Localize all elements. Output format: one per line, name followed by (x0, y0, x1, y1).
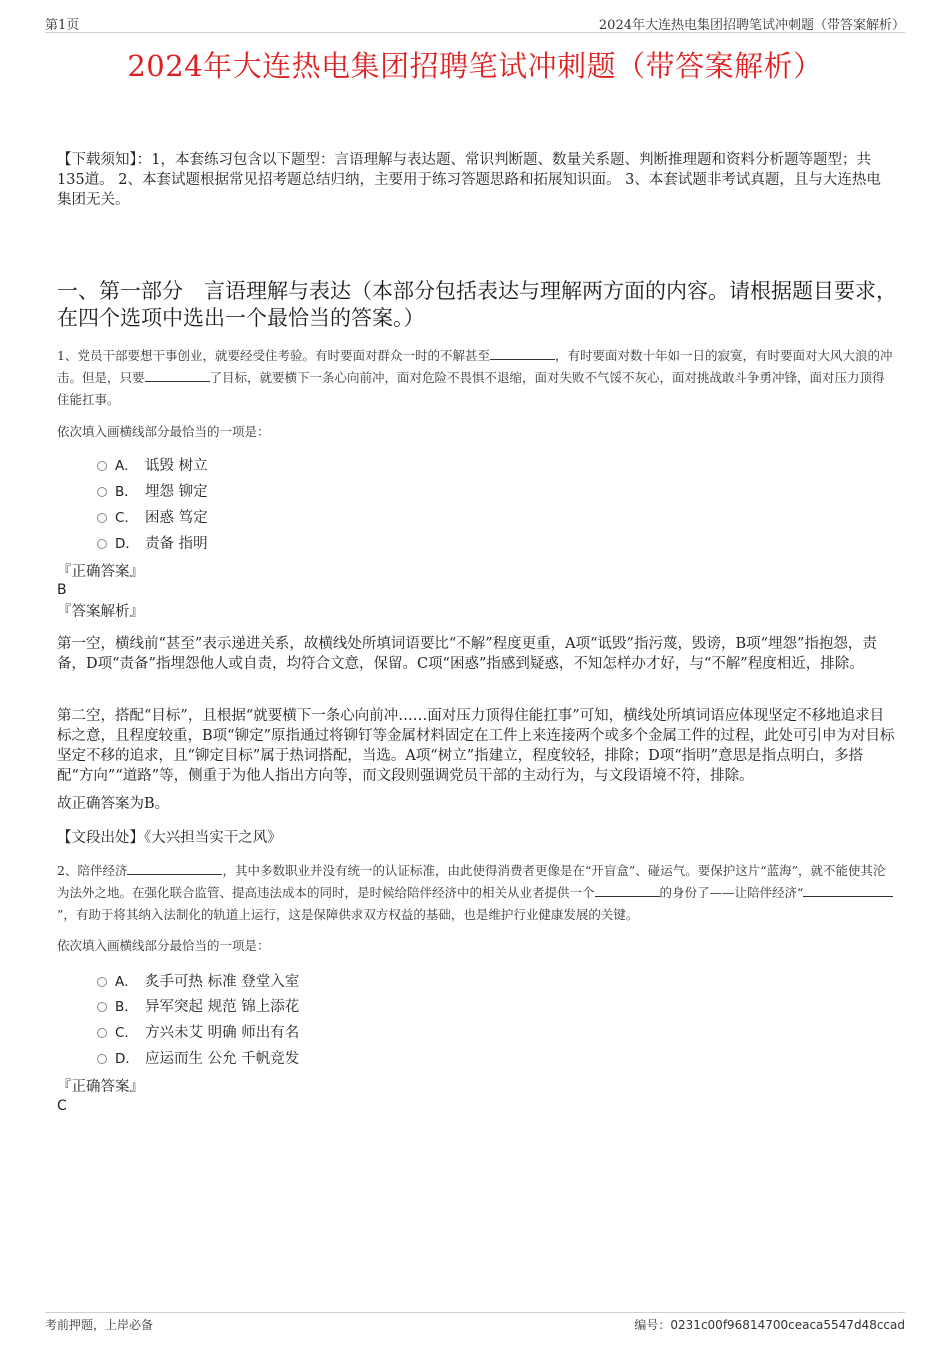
radio-icon[interactable] (97, 1028, 107, 1038)
blank-line (595, 882, 660, 897)
question-1-option-a[interactable]: A． 诋毁 树立 (97, 456, 208, 476)
question-2-stem: 2、陪伴经济 ，其中多数职业并没有统一的认证标准，由此使得消费者更像是在“开盲盒”、碰运气。要保护这片“蓝海”，就不能使其沦为法外之地。在强化联合监管、提高违法成本的同时，是时候给陪伴经济中的相关从业者提供一个 的身份了——让陪伴经济“”，有助于将其纳入法制化的轨道上运行，这是保障供求双方权益的基础，也是维护行业健康发展的关键。 (57, 860, 895, 926)
blank-line (803, 882, 893, 897)
page-header (45, 14, 905, 33)
question-1-option-c[interactable]: C． 困惑 笃定 (97, 508, 208, 528)
radio-icon[interactable] (97, 1002, 107, 1012)
question-2-prompt: 依次填入画横线部分最恰当的一项是： (57, 938, 270, 953)
question-1-source: 【文段出处】《大兴担当实干之风》 (57, 830, 282, 846)
question-1-analysis-paragraph: 第一空，横线前“甚至”表示递进关系，故横线处所填词语要比“不解”程度更重，A项“诋毁”指污蔑，毁谤，B项“埋怨”指抱怨，责备，D项“责备”指埋怨他人或自责，均符合文意，保留。C项“困惑”指感到疑惑，不知怎样办才好，与“不解”程度相近，排除。 (57, 636, 877, 672)
radio-icon[interactable] (97, 513, 107, 523)
blank-line (127, 860, 222, 875)
radio-icon[interactable] (97, 977, 107, 987)
question-2-option-a[interactable]: A． 炙手可热 标准 登堂入室 (97, 972, 299, 992)
question-1-prompt: 依次填入画横线部分最恰当的一项是： (57, 424, 270, 439)
page-footer (45, 1312, 905, 1334)
question-1-conclusion: 故正确答案为B。 (57, 796, 170, 812)
section-title: 一、第一部分 言语理解与表达（本部分包括表达与理解两方面的内容。请根据题目要求，在四个选项中选出一个最恰当的答案。） (57, 279, 897, 330)
question-1-answer-label: 『正确答案』 (57, 564, 144, 580)
question-2-answer: C (57, 1098, 67, 1114)
question-1-option-d[interactable]: D． 责备 指明 (97, 534, 208, 554)
page-number: 第1页 (45, 18, 80, 33)
blank-line (145, 367, 210, 382)
download-notice: 【下载须知】：1，本套练习包含以下题型：言语理解与表达题、常识判断题、数量关系题、判断推理题和资料分析题等题型；共135道。 2、本套试题根据常见招考题总结归纳，主要用于练习答题思路和拓展知识面。 3、本套试题非考试真题，且与大连热电集团无关。 (57, 152, 881, 208)
question-1-answer: B (57, 582, 67, 598)
footer-doc-id: 编号：0231c00f96814700ceaca5547d48ccad (634, 1318, 905, 1332)
radio-icon[interactable] (97, 1054, 107, 1064)
question-2-option-d[interactable]: D． 应运而生 公允 千帆竞发 (97, 1049, 299, 1069)
question-1-analysis-paragraph: 第二空，搭配“目标”，且根据“就要横下一条心向前冲……面对压力顶得住能扛事”可知，横线处所填词语应体现坚定不移地追求目标之意，且程度较重，B项“铆定”原指通过将铆钉等金属材料固定在工件上来连接两个或多个金属工件的过程，此处可引申为对目标坚定不移的追求，且“铆定目标”属于热词搭配，当选。A项“树立”指建立，程度较轻，排除；D项“指明”意思是指点明白，多搭配“方向”“道路”等，侧重于为他人指出方向等，而文段则强调党员干部的主动行为，与文段语境不符，排除。 (57, 708, 895, 784)
radio-icon[interactable] (97, 461, 107, 471)
header-doc-title: 2024年大连热电集团招聘笔试冲刺题（带答案解析） (598, 18, 905, 33)
radio-icon[interactable] (97, 487, 107, 497)
blank-line (490, 345, 555, 360)
footer-slogan: 考前押题，上岸必备 (45, 1318, 154, 1332)
question-2-option-b[interactable]: B． 异军突起 规范 锦上添花 (97, 997, 299, 1017)
radio-icon[interactable] (97, 539, 107, 549)
page-title: 2024年大连热电集团招聘笔试冲刺题（带答案解析） (127, 49, 823, 83)
question-2-answer-label: 『正确答案』 (57, 1079, 144, 1095)
question-1-stem: 1、党员干部要想干事创业，就要经受住考验。有时要面对群众一时的不解甚至 ，有时要面对数十年如一日的寂寞，有时要面对大风大浪的冲击。但是，只要 了目标，就要横下一条心向前冲，面对危险不畏惧不退缩，面对失败不气馁不灰心，面对挑战敢斗争勇冲锋，面对压力顶得住能扛事。 (57, 345, 895, 411)
question-1-option-b[interactable]: B． 埋怨 铆定 (97, 482, 208, 502)
question-2-option-c[interactable]: C． 方兴未艾 明确 师出有名 (97, 1023, 299, 1043)
question-1-analysis-label: 『答案解析』 (57, 604, 144, 620)
